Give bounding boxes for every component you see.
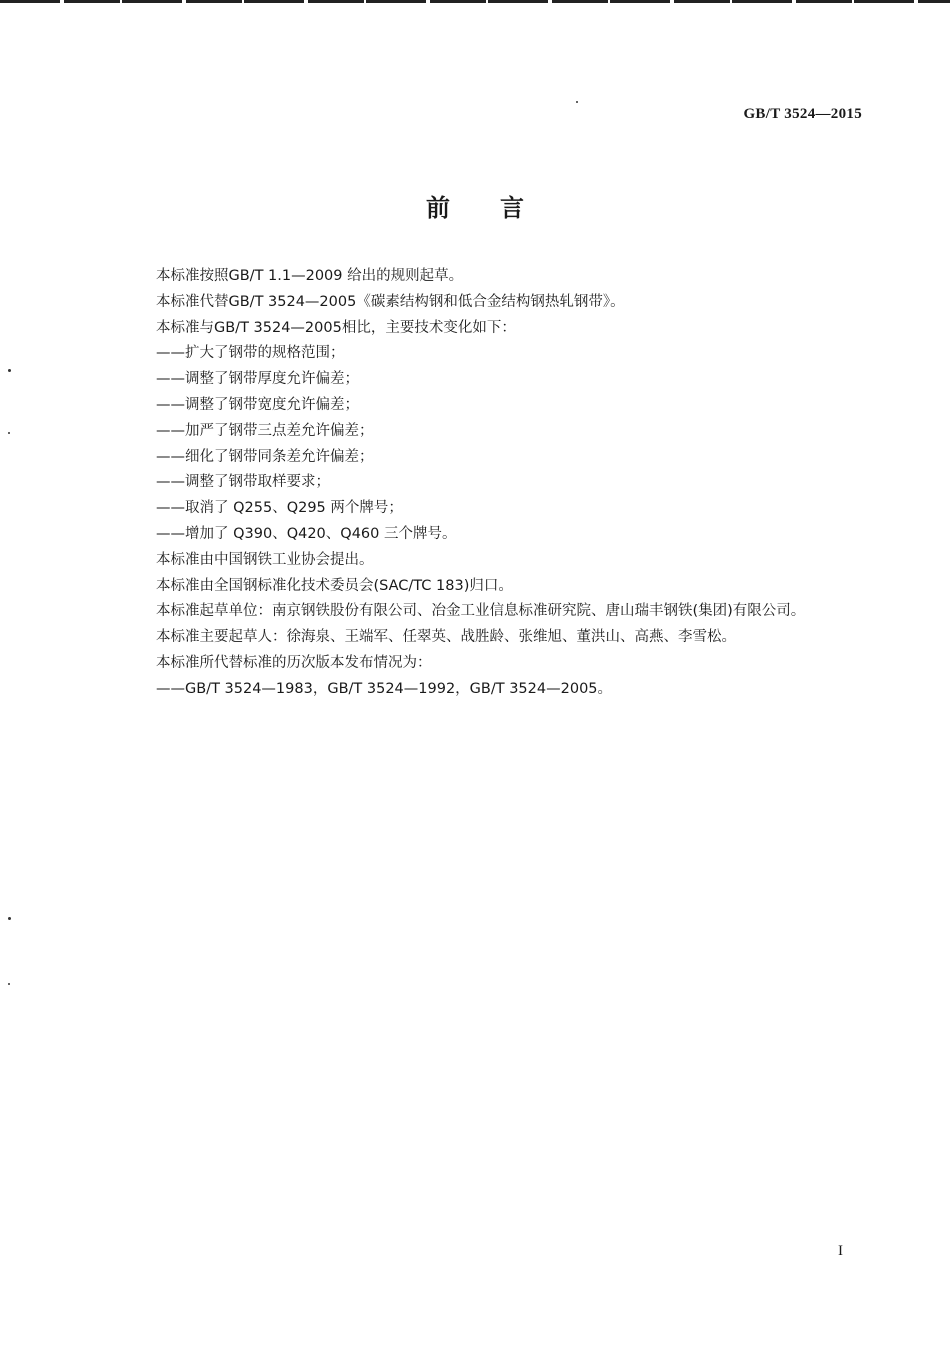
scan-speck <box>8 917 11 920</box>
list-item: ——取消了 Q255、Q295 两个牌号； <box>156 500 403 517</box>
scan-speck <box>8 432 10 434</box>
paragraph: 本标准所代替标准的历次版本发布情况为： <box>156 654 432 671</box>
paragraph: 本标准与GB/T 3524—2005相比，主要技术变化如下： <box>156 319 516 336</box>
paragraph: 本标准按照GB/T 1.1—2009 给出的规则起草。 <box>156 268 464 284</box>
paragraph: 本标准代替GB/T 3524—2005《碳素结构钢和低合金结构钢热轧钢带》。 <box>156 293 625 310</box>
list-item: ——GB/T 3524—1983，GB/T 3524—1992，GB/T 3524—2005。 <box>156 680 613 697</box>
page-title: 前言 <box>426 194 574 222</box>
paragraph: 本标准由中国钢铁工业协会提出。 <box>156 551 374 568</box>
paragraph: 本标准主要起草人：徐海泉、王端军、任翠英、战胜龄、张维旭、董洪山、高燕、李雪松。 <box>156 629 736 646</box>
document-body <box>124 264 864 703</box>
list-item: ——调整了钢带厚度允许偏差； <box>156 371 359 388</box>
list-item: ——调整了钢带宽度允许偏差； <box>156 396 359 413</box>
scan-speck <box>8 983 10 985</box>
page-number: I <box>838 1243 843 1259</box>
list-item: ——加严了钢带三点差允许偏差； <box>156 422 374 439</box>
paragraph: 本标准起草单位：南京钢铁股份有限公司、冶金工业信息标准研究院、唐山瑞丰钢铁(集团)有限公司。 <box>156 603 806 620</box>
list-item: ——扩大了钢带的规格范围； <box>156 345 345 362</box>
paragraph: 本标准由全国钢标准化技术委员会(SAC/TC 183)归口。 <box>156 577 513 594</box>
standard-number: GB/T 3524—2015 <box>743 106 862 122</box>
list-item: ——细化了钢带同条差允许偏差； <box>156 448 374 465</box>
list-item: ——调整了钢带取样要求； <box>156 474 330 491</box>
top-border <box>0 0 950 3</box>
scan-speck <box>576 101 578 103</box>
list-item: ——增加了 Q390、Q420、Q460 三个牌号。 <box>156 525 457 542</box>
scan-speck <box>8 369 11 372</box>
